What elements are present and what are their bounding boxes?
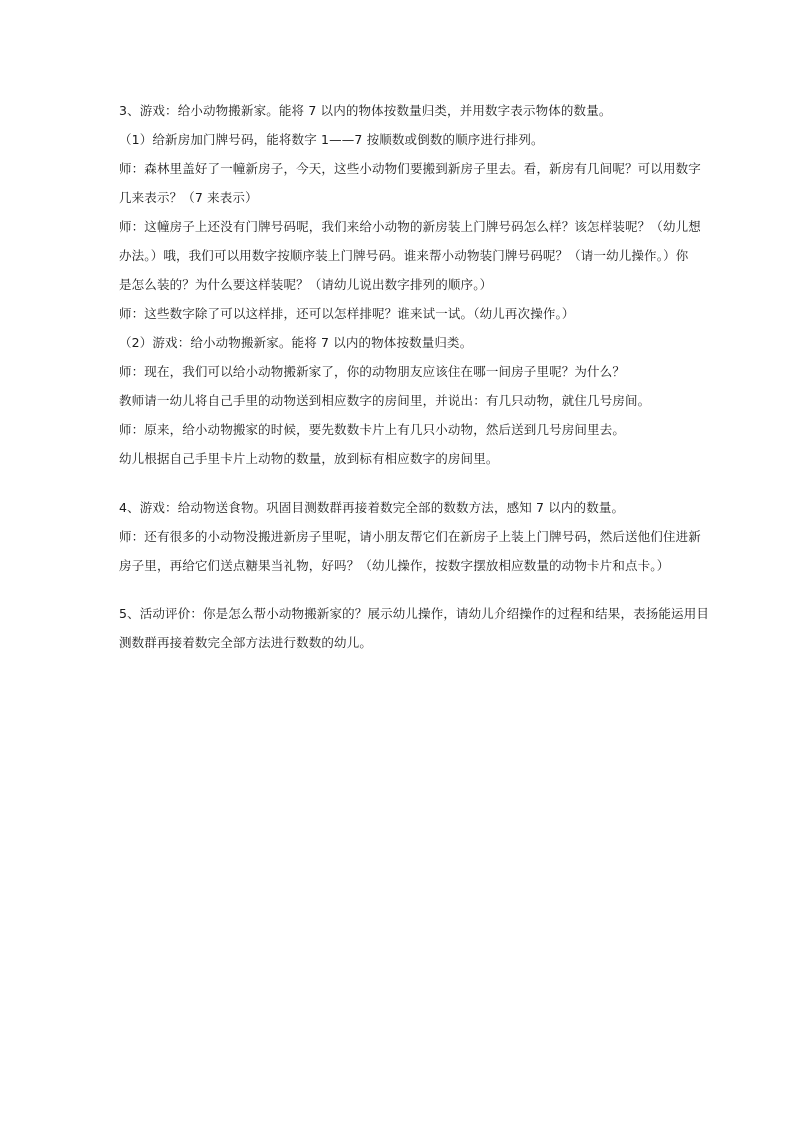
paragraph-line: 幼儿根据自己手里卡片上动物的数量，放到标有相应数字的房间里。 (119, 451, 499, 466)
paragraph-line: 是怎么装的？为什么要这样装呢？（请幼儿说出数字排列的顺序。） (119, 277, 493, 292)
paragraph-line: 办法。）哦，我们可以用数字按顺序装上门牌号码。谁来帮小动物装门牌号码呢？（请一幼儿操作。）你 (119, 248, 689, 263)
paragraph-line: 房子里，再给它们送点糖果当礼物，好吗？（幼儿操作，按数字摆放相应数量的动物卡片和点卡。） (119, 558, 670, 573)
subsection-1-heading: （1）给新房加门牌号码，能将数字 1——7 按顺数或倒数的顺序进行排列。 (119, 132, 544, 147)
section-3-heading: 3、游戏：给小动物搬新家。能将 7 以内的物体按数量归类，并用数字表示物体的数量。 (119, 103, 612, 118)
paragraph-line: 教师请一幼儿将自己手里的动物送到相应数字的房间里，并说出：有几只动物，就住几号房间。 (119, 393, 651, 408)
paragraph-line: 师：原来，给小动物搬家的时候，要先数数卡片上有几只小动物，然后送到几号房间里去。 (119, 422, 626, 437)
paragraph-line: 师：还有很多的小动物没搬进新房子里呢，请小朋友帮它们在新房子上装上门牌号码，然后送他们住进新 (119, 529, 701, 544)
paragraph-line: 几来表示？（7 来表示） (119, 190, 258, 205)
paragraph-line: 师：这幢房子上还没有门牌号码呢，我们来给小动物的新房装上门牌号码怎么样？该怎样装呢？（幼儿想 (119, 219, 701, 234)
section-4-heading: 4、游戏：给动物送食物。巩固目测数群再接着数完全部的数数方法，感知 7 以内的数量。 (119, 500, 625, 515)
section-5-heading: 5、活动评价：你是怎么帮小动物搬新家的？展示幼儿操作，请幼儿介绍操作的过程和结果，表扬能运用目 (119, 606, 710, 621)
paragraph-line: 师：这些数字除了可以这样排，还可以怎样排呢？谁来试一试。（幼儿再次操作。） (119, 306, 575, 321)
paragraph-line: 师：现在，我们可以给小动物搬新家了，你的动物朋友应该住在哪一间房子里呢？为什么？ (119, 364, 626, 379)
paragraph-line: 测数群再接着数完全部方法进行数数的幼儿。 (119, 635, 373, 650)
subsection-2-heading: （2）游戏：给小动物搬新家。能将 7 以内的物体按数量归类。 (119, 335, 473, 350)
paragraph-line: 师：森林里盖好了一幢新房子，今天，这些小动物们要搬到新房子里去。看，新房有几间呢？可以用数字 (119, 161, 701, 176)
